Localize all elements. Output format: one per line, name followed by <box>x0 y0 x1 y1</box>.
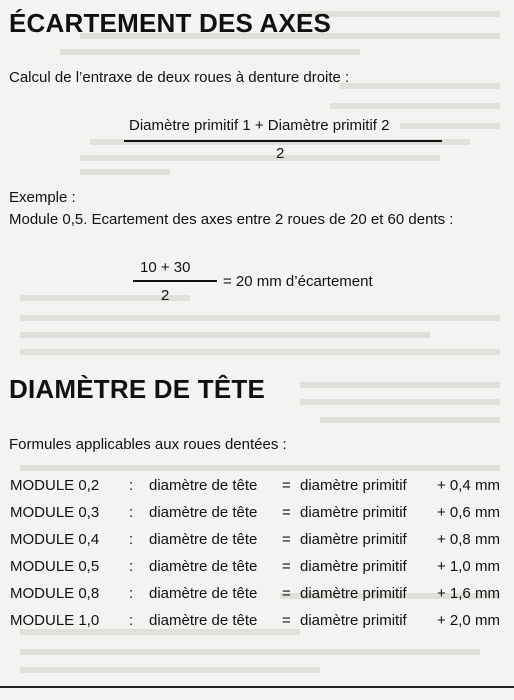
increment: + 2,0 mm <box>437 612 500 629</box>
table-row <box>10 477 510 499</box>
example-fraction-bar <box>133 280 217 282</box>
left-term: diamètre de tête <box>149 585 258 602</box>
colon: : <box>129 585 134 602</box>
module-label: MODULE 0,2 <box>10 477 100 494</box>
example-label: Exemple : <box>9 189 76 206</box>
formula-numerator: Diamètre primitif 1 + Diamètre primitif 2 <box>129 117 390 134</box>
table-row <box>10 531 510 553</box>
example-denominator: 2 <box>161 287 170 304</box>
intro-entraxe: Calcul de l’entraxe de deux roues à denture droite : <box>9 69 350 86</box>
page-bottom-rule <box>0 686 514 688</box>
right-term: diamètre primitif <box>300 558 407 575</box>
colon: : <box>129 504 134 521</box>
left-term: diamètre de tête <box>149 612 258 629</box>
left-term: diamètre de tête <box>149 504 258 521</box>
table-row <box>10 585 510 607</box>
increment: + 0,8 mm <box>437 531 500 548</box>
equals-sign: = <box>282 585 291 602</box>
module-label: MODULE 1,0 <box>10 612 100 629</box>
right-term: diamètre primitif <box>300 585 407 602</box>
left-term: diamètre de tête <box>149 477 258 494</box>
increment: + 1,0 mm <box>437 558 500 575</box>
example-text: Module 0,5. Ecartement des axes entre 2 roues de 20 et 60 dents : <box>9 211 454 228</box>
intro-formules: Formules applicables aux roues dentées : <box>9 436 287 453</box>
equals-sign: = <box>282 477 291 494</box>
colon: : <box>129 477 134 494</box>
colon: : <box>129 558 134 575</box>
table-row <box>10 504 510 526</box>
module-label: MODULE 0,5 <box>10 558 100 575</box>
colon: : <box>129 531 134 548</box>
increment: + 0,6 mm <box>437 504 500 521</box>
increment: + 0,4 mm <box>437 477 500 494</box>
module-label: MODULE 0,3 <box>10 504 100 521</box>
fraction-bar <box>124 140 442 142</box>
formula-denominator: 2 <box>276 145 285 162</box>
table-row <box>10 558 510 580</box>
left-term: diamètre de tête <box>149 531 258 548</box>
example-result: = 20 mm d’écartement <box>223 273 373 290</box>
module-label: MODULE 0,8 <box>10 585 100 602</box>
equals-sign: = <box>282 504 291 521</box>
section-title-diametre: DIAMÈTRE DE TÊTE <box>9 374 265 404</box>
equals-sign: = <box>282 558 291 575</box>
equals-sign: = <box>282 531 291 548</box>
right-term: diamètre primitif <box>300 504 407 521</box>
equals-sign: = <box>282 612 291 629</box>
section-title-ecartement: ÉCARTEMENT DES AXES <box>9 8 332 38</box>
colon: : <box>129 612 134 629</box>
right-term: diamètre primitif <box>300 477 407 494</box>
example-numerator: 10 + 30 <box>140 259 191 276</box>
increment: + 1,6 mm <box>437 585 500 602</box>
table-row <box>10 612 510 634</box>
left-term: diamètre de tête <box>149 558 258 575</box>
right-term: diamètre primitif <box>300 531 407 548</box>
module-label: MODULE 0,4 <box>10 531 100 548</box>
right-term: diamètre primitif <box>300 612 407 629</box>
